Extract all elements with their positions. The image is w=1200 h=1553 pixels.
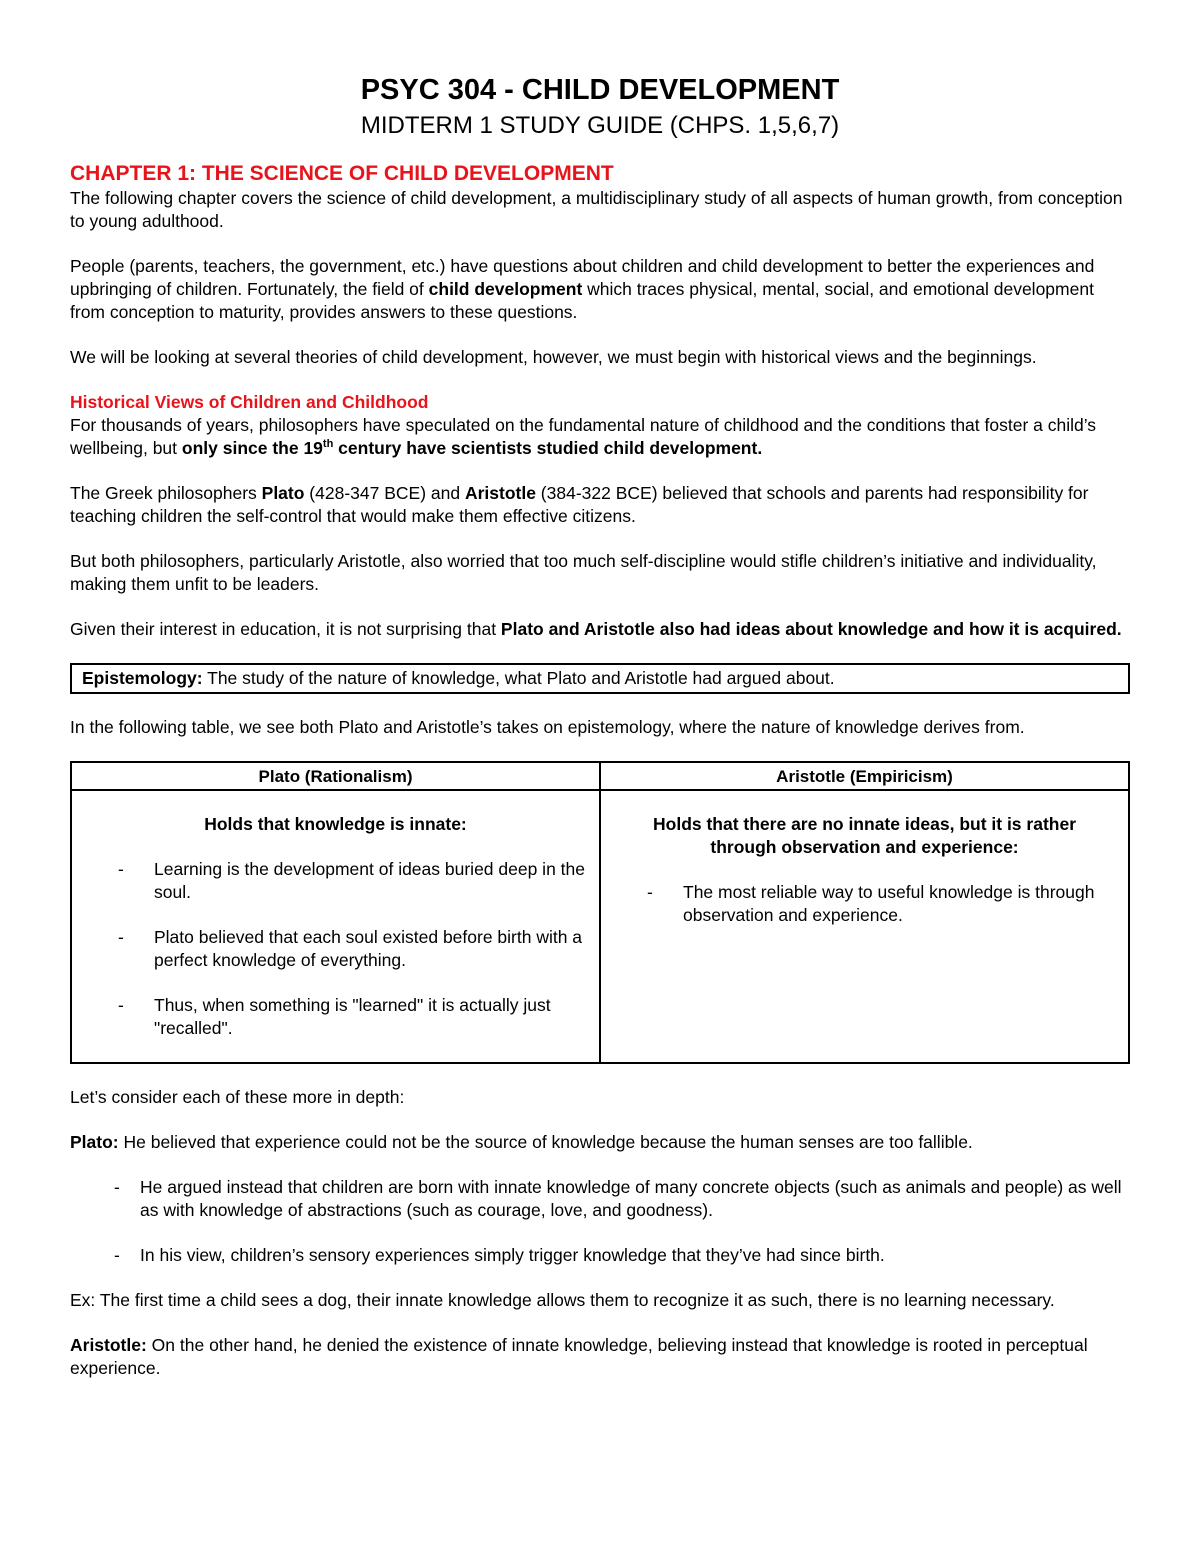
child-development-term: child development (428, 279, 583, 299)
historical-paragraph-1 (70, 414, 1130, 460)
depth-intro: Let’s consider each of these more in depth: (70, 1087, 405, 1107)
aristotle-text: On the other hand, he denied the existence of innate knowledge, believing instead that knowledge is rooted in perceptual experience. (70, 1335, 1088, 1378)
table-header-row (71, 762, 1129, 790)
list-item-text: Plato believed that each soul existed before birth with a perfect knowledge of everything. (154, 927, 583, 970)
list-item (86, 858, 585, 904)
plato-text: He believed that experience could not be the source of knowledge because the human senses are too fallible. (118, 1132, 973, 1152)
definition-text: The study of the nature of knowledge, what Plato and Aristotle had argued about. (202, 668, 835, 688)
aristotle-cell (600, 790, 1129, 1063)
chapter-1-heading: CHAPTER 1: THE SCIENCE OF CHILD DEVELOPMENT (70, 162, 614, 185)
chapter-1-paragraph-3: We will be looking at several theories of child development, however, we must begin with historical views and the beginnings. (70, 347, 1037, 367)
list-item-text: The most reliable way to useful knowledge is through observation and experience. (683, 882, 1095, 925)
aristotle-paragraph (70, 1334, 1130, 1380)
list-item (86, 994, 585, 1040)
table-intro: In the following table, we see both Plato and Aristotle’s takes on epistemology, where the nature of knowledge derives from. (70, 717, 1025, 737)
example-paragraph: Ex: The first time a child sees a dog, their innate knowledge allows them to recognize it as such, there is no learning necessary. (70, 1290, 1055, 1310)
list-item-text: Thus, when something is "learned" it is actually just "recalled". (154, 995, 551, 1038)
list-item (70, 1176, 1130, 1222)
chapter-1-paragraph-2 (70, 255, 1130, 324)
historical-paragraph-2 (70, 482, 1130, 528)
text-run: (384-322 BCE) believed that schools and parents had responsibility for teaching children the self-control that would make them effective citizens. (70, 483, 1089, 526)
chapter-1-intro: The following chapter covers the science of child development, a multidisciplinary study of all aspects of human growth, from conception to young adulthood. (70, 188, 1123, 231)
dash-bullet: - (118, 995, 124, 1015)
text-run: The Greek philosophers (70, 483, 262, 503)
plato-column-header: Plato (Rationalism) (71, 762, 600, 790)
document-subtitle: MIDTERM 1 STUDY GUIDE (CHPS. 1,5,6,7) (360, 112, 840, 139)
text-run: For thousands of years, philosophers have speculated on the fundamental nature of childhood and the conditions that foster a child’s wellbeing, but (70, 415, 1097, 458)
document-title: PSYC 304 - CHILD DEVELOPMENT (360, 74, 840, 106)
text-run: Given their interest in education, it is not surprising that (70, 619, 501, 639)
table-row (71, 790, 1129, 1063)
definition-term: Epistemology: (82, 668, 203, 688)
plato-label: Plato: (70, 1132, 119, 1152)
plato-paragraph (70, 1131, 1130, 1154)
emphasis-text (182, 438, 762, 458)
plato-cell-heading: Holds that knowledge is innate: (204, 814, 467, 834)
document-page (70, 72, 1130, 1380)
emphasis-text: Plato and Aristotle also had ideas about knowledge and how it is acquired. (500, 619, 1122, 639)
list-item (70, 1244, 1130, 1267)
text-run: century have scientists studied child development. (333, 438, 763, 458)
dash-bullet: - (647, 882, 653, 902)
list-item (615, 881, 1114, 927)
text-run: only since the 19 (181, 438, 323, 458)
aristotle-label: Aristotle: (70, 1335, 147, 1355)
list-item-text: Learning is the development of ideas buried deep in the soul. (154, 859, 585, 902)
list-item (86, 926, 585, 972)
plato-points-list (70, 1176, 1130, 1267)
plato-cell-list (86, 858, 585, 1040)
dash-bullet: - (114, 1177, 120, 1197)
text-run: which traces physical, mental, social, and emotional development from conception to maturity, provides answers to these questions. (70, 279, 1094, 322)
aristotle-cell-list (615, 881, 1114, 927)
historical-paragraph-3: But both philosophers, particularly Aristotle, also worried that too much self-discipline would stifle children’s initiative and individuality, making them unfit to be leaders. (70, 551, 1097, 594)
comparison-table (70, 761, 1130, 1064)
epistemology-definition-box (70, 663, 1130, 694)
text-run: People (parents, teachers, the government, etc.) have questions about children and child development to better the experiences and upbringing of children. Fortunately, the field of (70, 256, 1095, 299)
historical-views-heading: Historical Views of Children and Childhood (70, 392, 429, 412)
dash-bullet: - (114, 1245, 120, 1265)
superscript: th (322, 438, 334, 451)
plato-cell (71, 790, 600, 1063)
dash-bullet: - (118, 859, 124, 879)
plato-name: Plato (261, 483, 305, 503)
dash-bullet: - (118, 927, 124, 947)
historical-paragraph-4 (70, 618, 1130, 641)
list-item-text: In his view, children’s sensory experiences simply trigger knowledge that they’ve had since birth. (140, 1245, 885, 1265)
aristotle-name: Aristotle (464, 483, 536, 503)
list-item-text: He argued instead that children are born with innate knowledge of many concrete objects (such as animals and people) as well as with knowledge of abstractions (such as courage, love, and goodness). (140, 1177, 1122, 1220)
aristotle-column-header: Aristotle (Empiricism) (600, 762, 1129, 790)
text-run: (428-347 BCE) and (304, 483, 465, 503)
aristotle-cell-heading: Holds that there are no innate ideas, but it is rather through observation and experience: (653, 814, 1076, 857)
